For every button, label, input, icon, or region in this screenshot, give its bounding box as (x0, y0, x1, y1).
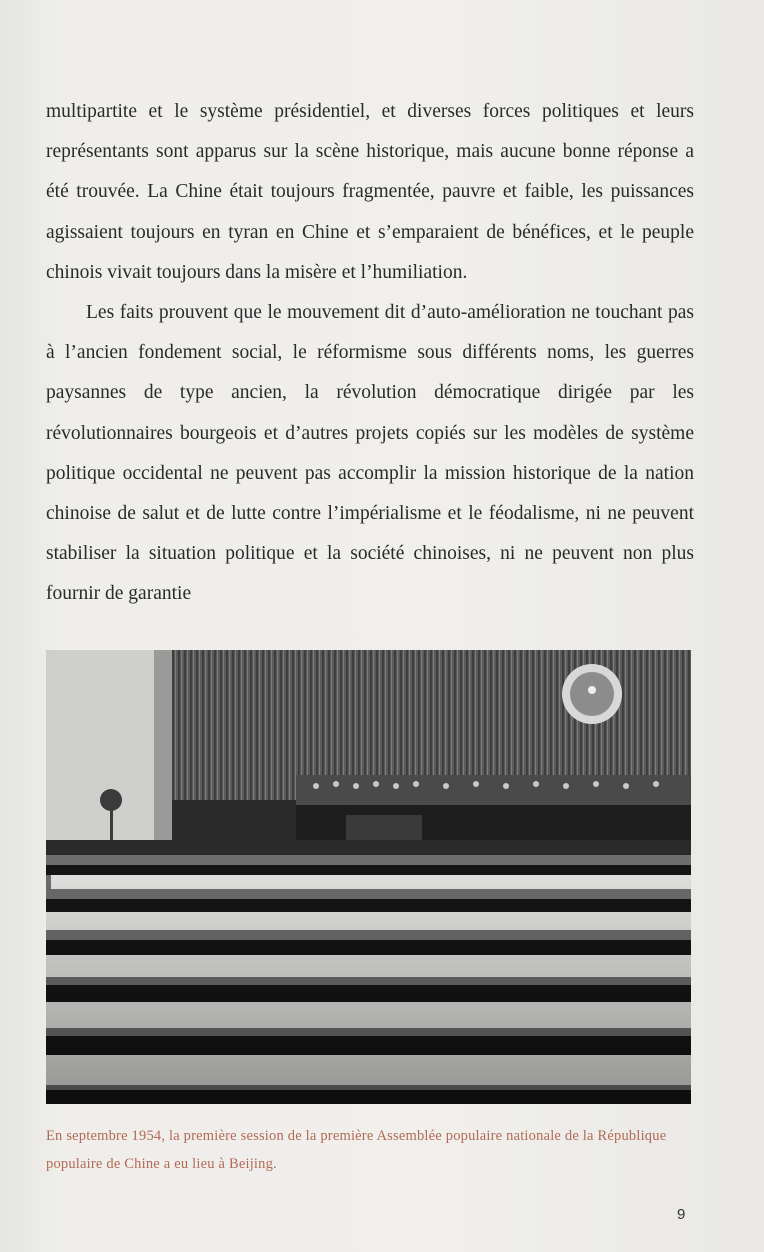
photo-caption: En septembre 1954, la première session de la première Assemblée populaire nationale de la République populaire de Chine a eu lieu à Beijing. (46, 1128, 667, 1172)
paragraph-2: Les faits prouvent que le mouvement dit d’auto-amélioration ne touchant pas à l’ancien fondement social, le réformisme sous différents noms, les guerres paysannes de type ancien, la révolution démocratique dirigée par les révolutionnaires bourgeois et d’autres projets copiés sur les modèles de système politique occidental ne peuvent pas accomplir la mission historique de la nation chinoise de salut et de lutte contre l’impérialisme et le féodalisme, ni ne peuvent stabiliser la situation politique et la société chinoises, ni ne peuvent non plus fournir de garantie (46, 302, 694, 605)
paragraph-1: multipartite et le système présidentiel, et diverses forces politiques et leurs représentants sont apparus sur la scène historique, mais aucune bonne réponse a été trouvée. La Chine était toujours fragmentée, pauvre et faible, les puissances agissaient toujours en tyran en Chine et s’emparaient de bénéfices, et le peuple chinois vivait toujours dans la misère et l’humiliation. (46, 101, 694, 283)
page-number: 9 (677, 1206, 686, 1223)
assembly-photo (46, 650, 691, 1104)
body-text (46, 92, 694, 615)
